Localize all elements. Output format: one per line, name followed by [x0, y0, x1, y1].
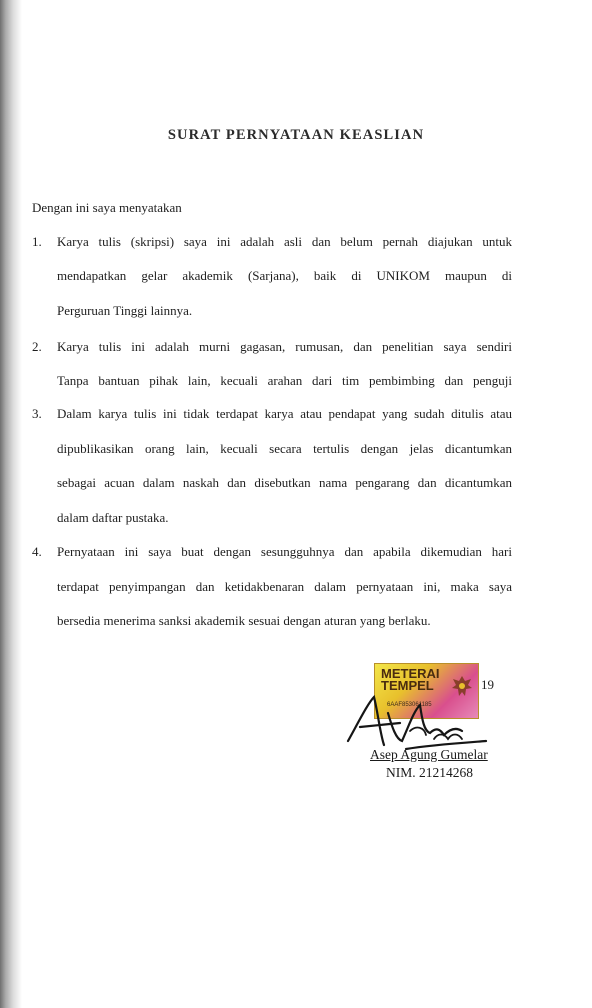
document-title: SURAT PERNYATAAN KEASLIAN	[167, 127, 425, 143]
item-line: dipublikasikan orang lain, kecuali secara tertulis dengan jelas dicantumkan	[57, 441, 512, 456]
item-line: Perguruan Tinggi lainnya.	[57, 303, 193, 318]
item-line: Pernyataan ini saya buat dengan sesungguhnya dan apabila dikemudian hari	[57, 544, 512, 559]
signer-id: NIM. 21214268	[386, 765, 473, 780]
item-number: 3.	[32, 406, 42, 421]
signature-block	[340, 655, 510, 795]
item-line: terdapat penyimpangan dan ketidakbenaran dalam pernyataan ini, maka saya	[57, 579, 512, 594]
year-suffix: 19	[481, 677, 494, 692]
item-line: Dalam karya tulis ini tidak terdapat karya atau pendapat yang sudah ditulis atau	[57, 406, 512, 421]
item-line: Tanpa bantuan pihak lain, kecuali arahan dari tim pembimbing dan penguji	[57, 373, 512, 388]
item-line: sebagai acuan dalam naskah dan disebutkan nama pengarang dan dicantumkan	[57, 475, 512, 490]
item-number: 4.	[32, 544, 42, 559]
item-line: bersedia menerima sanksi akademik sesuai dengan aturan yang berlaku.	[57, 613, 431, 628]
item-line: mendapatkan gelar akademik (Sarjana), baik di UNIKOM maupun di	[57, 268, 512, 283]
item-line: Karya tulis (skripsi) saya ini adalah asli dan belum pernah diajukan untuk	[57, 234, 512, 249]
item-number: 2.	[32, 339, 42, 354]
page-edge-shadow	[0, 0, 22, 1008]
intro-text: Dengan ini saya menyatakan	[32, 200, 182, 215]
item-line: Karya tulis ini adalah murni gagasan, rumusan, dan penelitian saya sendiri	[57, 339, 512, 354]
item-line: dalam daftar pustaka.	[57, 510, 169, 525]
stamp-code: 6AAF853061185	[387, 702, 432, 708]
signer-name: Asep Agung Gumelar	[370, 747, 488, 762]
stamp-label: METERAI TEMPEL	[381, 666, 440, 693]
item-number: 1.	[32, 234, 42, 249]
